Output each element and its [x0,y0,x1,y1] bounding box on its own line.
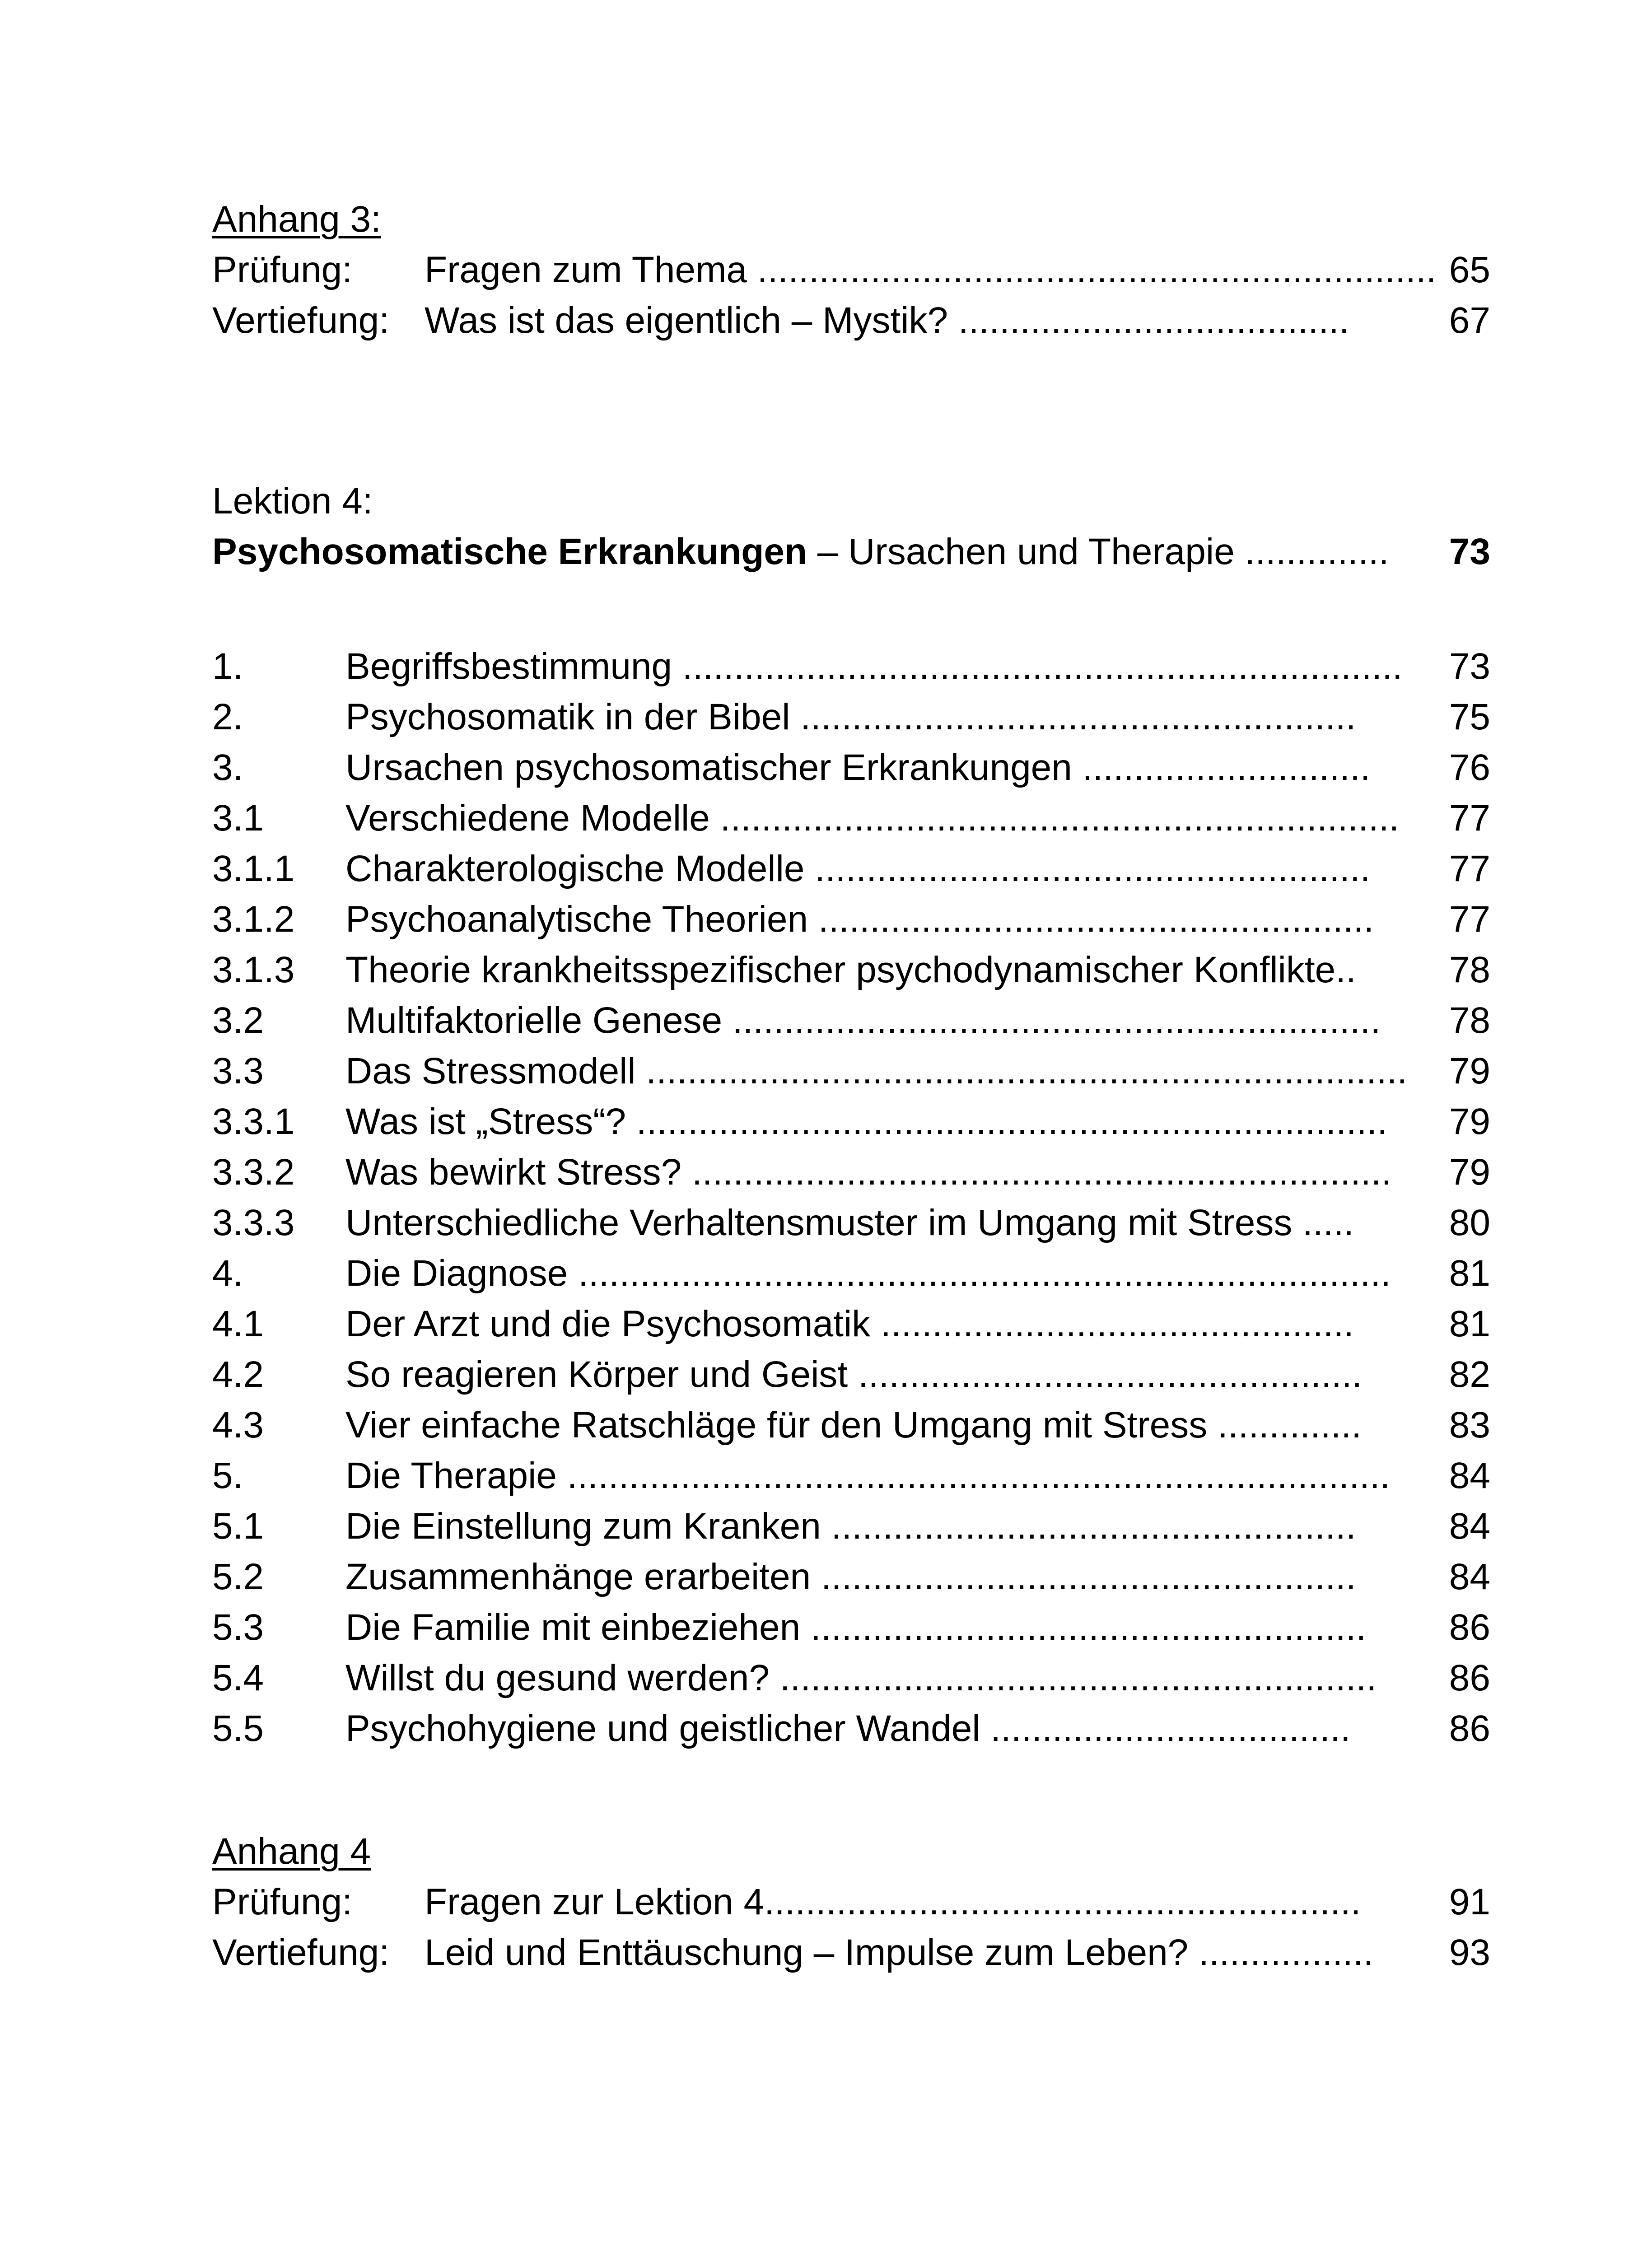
row-title: Fragen zur Lektion 4.......................................................... [425,1881,1361,1922]
toc-entry [212,692,1490,742]
row-page: 65 [1449,249,1490,290]
toc-entry [212,995,1490,1046]
entry-page: 79 [1449,1050,1490,1092]
entry-number: 3.3.1 [212,1101,295,1142]
entry-title: Psychohygiene und geistlicher Wandel ................................... [345,1708,1351,1749]
entry-title: Charakterologische Modelle ...................................................... [345,848,1371,889]
toc-entry [212,1451,1490,1501]
entry-page: 82 [1449,1354,1490,1395]
toc-row [212,1877,1490,1927]
toc-entry [212,742,1490,793]
row-title: Fragen zum Thema .................................................................. [425,249,1437,290]
entry-page: 86 [1449,1657,1490,1698]
entry-page: 77 [1449,899,1490,940]
entry-title: Die Therapie ................................................................................ [345,1455,1391,1496]
entry-number: 1. [212,646,243,687]
entry-number: 3.1 [212,798,264,839]
entry-title: Unterschiedliche Verhaltensmuster im Umgang mit Stress ..... [345,1202,1354,1243]
row-label: Vertiefung: [212,300,390,341]
toc-entry [212,1299,1490,1349]
entry-page: 84 [1449,1455,1490,1496]
entry-number: 3.3.3 [212,1202,295,1243]
entry-page: 86 [1449,1607,1490,1648]
entry-number: 5. [212,1455,243,1496]
anhang4-heading-line [212,1826,1490,1877]
entry-number: 3.1.2 [212,899,295,940]
entry-title: Theorie krankheitsspezifischer psychodynamischer Konflikte.. [345,949,1356,990]
row-page: 91 [1449,1881,1490,1922]
entry-title: So reagieren Körper und Geist ................................................. [345,1354,1363,1395]
entry-page: 78 [1449,1000,1490,1041]
entry-page: 75 [1449,696,1490,737]
toc-row [212,245,1490,295]
entry-number: 3.1.1 [212,848,295,889]
lektion4-title-bold: Psychosomatische Erkrankungen [212,531,807,572]
entry-page: 76 [1449,747,1490,788]
entry-number: 2. [212,696,243,737]
toc-entry [212,894,1490,945]
entry-page: 79 [1449,1152,1490,1193]
lektion4-heading: Lektion 4: [212,481,373,522]
entry-number: 3. [212,747,243,788]
entry-title: Ursachen psychosomatischer Erkrankungen ............................ [345,747,1371,788]
entry-title: Der Arzt und die Psychosomatik .............................................. [345,1303,1354,1344]
entry-page: 84 [1449,1556,1490,1597]
toc-entry [212,1703,1490,1754]
entry-page: 78 [1449,949,1490,990]
lektion4-title-rest: – Ursachen und Therapie .............. [807,531,1389,572]
row-title: Was ist das eigentlich – Mystik? ...................................... [425,300,1349,341]
entry-title: Die Einstellung zum Kranken ................................................... [345,1506,1356,1547]
row-page: 93 [1449,1932,1490,1973]
entry-number: 4.1 [212,1303,264,1344]
entry-title: Was bewirkt Stress? .................................................................... [345,1152,1392,1193]
entry-number: 3.2 [212,1000,264,1041]
entry-page: 81 [1449,1253,1490,1294]
entry-page: 83 [1449,1404,1490,1446]
toc-row [212,1927,1490,1978]
entry-number: 4.3 [212,1404,264,1446]
entry-number: 5.2 [212,1556,264,1597]
toc-entry [212,1501,1490,1552]
entry-title: Verschiedene Modelle .................................................................. [345,798,1400,839]
lektion4-heading-line [212,476,1490,527]
toc-entry [212,1400,1490,1451]
entry-page: 79 [1449,1101,1490,1142]
entry-number: 4.2 [212,1354,264,1395]
toc-entry [212,1248,1490,1299]
entry-page: 73 [1449,646,1490,687]
toc-entry [212,1602,1490,1653]
entry-page: 84 [1449,1506,1490,1547]
toc-entry [212,1096,1490,1147]
entry-page: 77 [1449,798,1490,839]
toc-entry [212,1349,1490,1400]
entry-title: Die Diagnose ............................................................................... [345,1253,1391,1294]
entry-page: 77 [1449,848,1490,889]
row-title: Leid und Enttäuschung – Impulse zum Leben? ................. [425,1932,1374,1973]
entry-number: 5.1 [212,1506,264,1547]
entry-title: Das Stressmodell .......................................................................... [345,1050,1408,1092]
toc-entry [212,1653,1490,1703]
entry-title: Begriffsbestimmung ...................................................................... [345,646,1403,687]
entry-number: 5.4 [212,1657,264,1698]
lektion4-title-line [212,527,1490,577]
row-label: Prüfung: [212,249,352,290]
lektion4-title [212,527,1590,577]
entry-page: 86 [1449,1708,1490,1749]
lektion4-page: 73 [1449,531,1490,572]
entry-number: 3.3.2 [212,1152,295,1193]
entry-number: 5.5 [212,1708,264,1749]
toc-entry [212,793,1490,844]
entry-number: 3.3 [212,1050,264,1092]
toc-entry [212,1147,1490,1198]
entry-page: 81 [1449,1303,1490,1344]
row-label: Vertiefung: [212,1932,390,1973]
entry-title: Die Familie mit einbeziehen ...................................................... [345,1607,1367,1648]
entry-title: Was ist „Stress“? ......................................................................... [345,1101,1388,1142]
entry-number: 3.1.3 [212,949,295,990]
entry-title: Psychosomatik in der Bibel ...................................................... [345,696,1356,737]
toc-entry [212,1198,1490,1248]
entry-title: Willst du gesund werden? .......................................................... [345,1657,1377,1698]
anhang4-heading: Anhang 4 [212,1831,371,1872]
toc-entry [212,945,1490,995]
toc-entry [212,844,1490,894]
entry-number: 4. [212,1253,243,1294]
entry-title: Multifaktorielle Genese ............................................................... [345,1000,1381,1041]
entry-title: Zusammenhänge erarbeiten .................................................... [345,1556,1356,1597]
anhang3-heading-line [212,194,1490,245]
toc-row [212,295,1490,346]
row-page: 67 [1449,300,1490,341]
row-label: Prüfung: [212,1881,352,1922]
entry-page: 80 [1449,1202,1490,1243]
toc-entry [212,641,1490,692]
toc-entry [212,1552,1490,1602]
entry-number: 5.3 [212,1607,264,1648]
entry-title: Psychoanalytische Theorien ...................................................... [345,899,1374,940]
toc-entry [212,1046,1490,1096]
entry-title: Vier einfache Ratschläge für den Umgang mit Stress .............. [345,1404,1362,1446]
anhang3-heading: Anhang 3: [212,199,381,240]
